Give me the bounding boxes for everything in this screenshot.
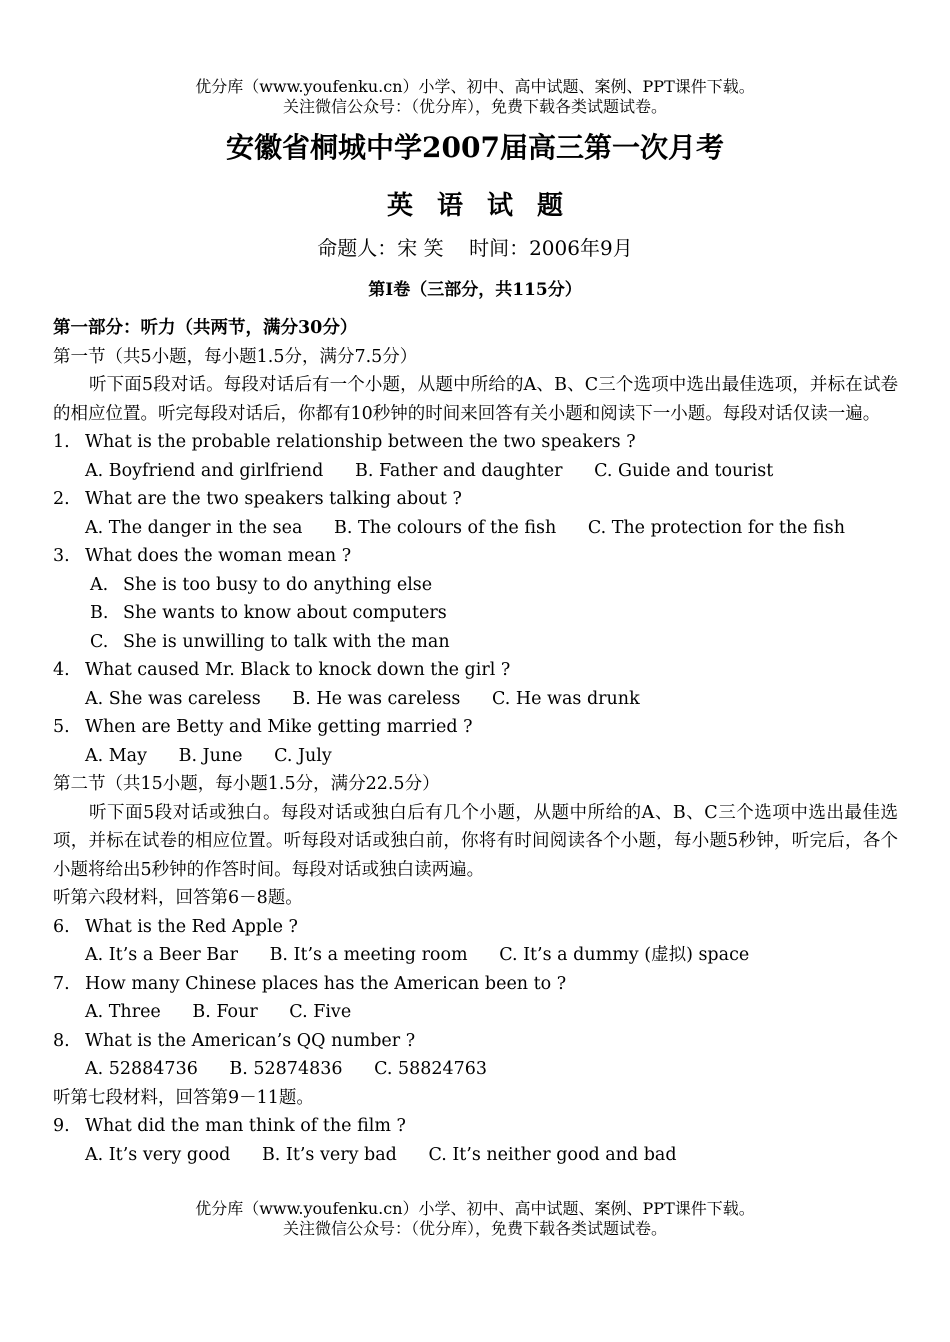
question-text: How many Chinese places has the American been to ? (85, 973, 567, 994)
option-letter: B. (90, 603, 109, 623)
option-letter: C. (90, 631, 109, 652)
exam-content (53, 314, 898, 1169)
question-text: What are the two speakers talking about ? (85, 489, 462, 509)
question-7 (53, 970, 898, 999)
option-b: B. June (178, 745, 243, 766)
question-text: What caused Mr. Black to knock down the girl ? (85, 660, 511, 680)
question-number: 6. (53, 916, 70, 937)
question-6 (53, 913, 898, 942)
question-2-options (53, 514, 898, 543)
question-5-options (53, 742, 898, 771)
exam-subtitle: 英语试题 (386, 191, 587, 221)
question-text: What does the woman mean ? (85, 546, 352, 566)
option-b: B. He was careless (292, 688, 461, 709)
option-a: A. It’s very good (85, 1144, 231, 1165)
question-9 (53, 1112, 898, 1141)
option-letter: A. (90, 574, 109, 595)
option-a (53, 571, 898, 600)
option-c: C. The protection for the fish (587, 517, 845, 538)
option-b: B. 52874836 (229, 1059, 343, 1079)
option-b: B. Four (192, 1002, 258, 1022)
question-number: 5. (53, 717, 70, 737)
header-line-2: 关注微信公众号：（优分库），免费下载各类试题试卷。 (282, 97, 667, 116)
material-7-note: 听第七段材料，回答第9－11题。 (53, 1087, 314, 1108)
question-text: What did the man think of the film ? (85, 1116, 406, 1136)
question-8-options (53, 1055, 898, 1084)
question-number: 2. (53, 489, 70, 509)
option-text: She is unwilling to talk with the man (123, 631, 450, 652)
question-2 (53, 485, 898, 514)
option-c: C. Guide and tourist (594, 460, 774, 481)
option-a: A. The danger in the sea (85, 517, 303, 538)
question-number: 7. (53, 973, 70, 994)
option-c: C. Five (289, 1002, 352, 1022)
question-text: What is the American’s QQ number ? (85, 1030, 416, 1051)
option-b: B. The colours of the fish (334, 517, 557, 538)
section2-instructions: 听下面5段对话或独白。每段对话或独白后有几个小题，从题中所给的A、B、C三个选项中选出最佳选项，并标在试卷的相应位置。听每段对话或独白前，你将有时间阅读各个小题，每小题5秒钟，听完后，各个小题将给出5秒钟的作答时间。每段对话或独白读两遍。 (53, 802, 898, 880)
option-c: C. It’s neither good and bad (428, 1144, 677, 1165)
question-7-options (53, 998, 898, 1027)
option-b (53, 599, 898, 628)
question-number: 3. (53, 546, 70, 566)
question-number: 8. (53, 1030, 70, 1051)
option-a: A. Three (85, 1002, 161, 1022)
question-text: What is the Red Apple ? (85, 916, 298, 937)
option-c: C. He was drunk (491, 688, 640, 709)
header-line-1: 优分库（www.youfenku.cn）小学、初中、高中试题、案例、PPT课件下载。 (195, 77, 755, 96)
option-c: C. 58824763 (374, 1059, 488, 1079)
part1-heading: 第一部分：听力（共两节，满分30分） (53, 318, 358, 338)
page-header (0, 77, 950, 117)
section2-heading: 第二节（共15小题，每小题1.5分，满分22.5分） (53, 774, 440, 794)
option-c: C. July (274, 745, 332, 766)
question-text: When are Betty and Mike getting married ? (85, 717, 473, 737)
page-footer (0, 1199, 950, 1239)
question-number: 9. (53, 1116, 70, 1136)
question-1 (53, 428, 898, 457)
question-8 (53, 1027, 898, 1056)
option-a: A. She was careless (85, 688, 261, 709)
footer-line-2: 关注微信公众号：（优分库），免费下载各类试题试卷。 (282, 1219, 667, 1238)
footer-line-1: 优分库（www.youfenku.cn）小学、初中、高中试题、案例、PPT课件下载。 (195, 1199, 755, 1218)
option-b: B. Father and daughter (354, 460, 563, 481)
question-number: 1. (53, 432, 70, 452)
option-a: A. Boyfriend and girlfriend (85, 460, 324, 481)
question-number: 4. (53, 660, 70, 680)
option-b: B. It’s a meeting room (269, 945, 468, 965)
question-9-options (53, 1141, 898, 1170)
option-b: B. It’s very bad (261, 1144, 397, 1165)
material-6-note: 听第六段材料，回答第6－8题。 (53, 888, 303, 908)
question-4 (53, 656, 898, 685)
question-4-options (53, 685, 898, 714)
section1-heading: 第一节（共5小题，每小题1.5分，满分7.5分） (53, 346, 418, 367)
exam-title: 安徽省桐城中学2007届高三第一次月考 (226, 131, 724, 164)
question-text: What is the probable relationship between the two speakers ? (85, 432, 636, 452)
section1-instructions: 听下面5段对话。每段对话后有一个小题，从题中所给的A、B、C三个选项中选出最佳选项，并标在试卷的相应位置。听完每段对话后，你都有10秒钟的时间来回答有关小题和阅读下一小题。每段对话仅读一遍。 (53, 375, 898, 424)
question-1-options (53, 457, 898, 486)
author-time-line: 命题人：宋 笑 时间：2006年9月 (317, 236, 633, 260)
option-text: She is too busy to do anything else (123, 574, 433, 595)
option-a: A. May (85, 745, 148, 766)
option-c: C. It’s a dummy (虚拟) space (499, 945, 750, 965)
option-c (53, 628, 898, 657)
volume-heading: 第I卷（三部分，共115分） (368, 280, 582, 300)
question-5 (53, 713, 898, 742)
option-text: She wants to know about computers (123, 603, 447, 623)
option-a: A. It’s a Beer Bar (85, 945, 238, 965)
question-3 (53, 542, 898, 571)
question-6-options (53, 941, 898, 970)
option-a: A. 52884736 (85, 1059, 198, 1079)
